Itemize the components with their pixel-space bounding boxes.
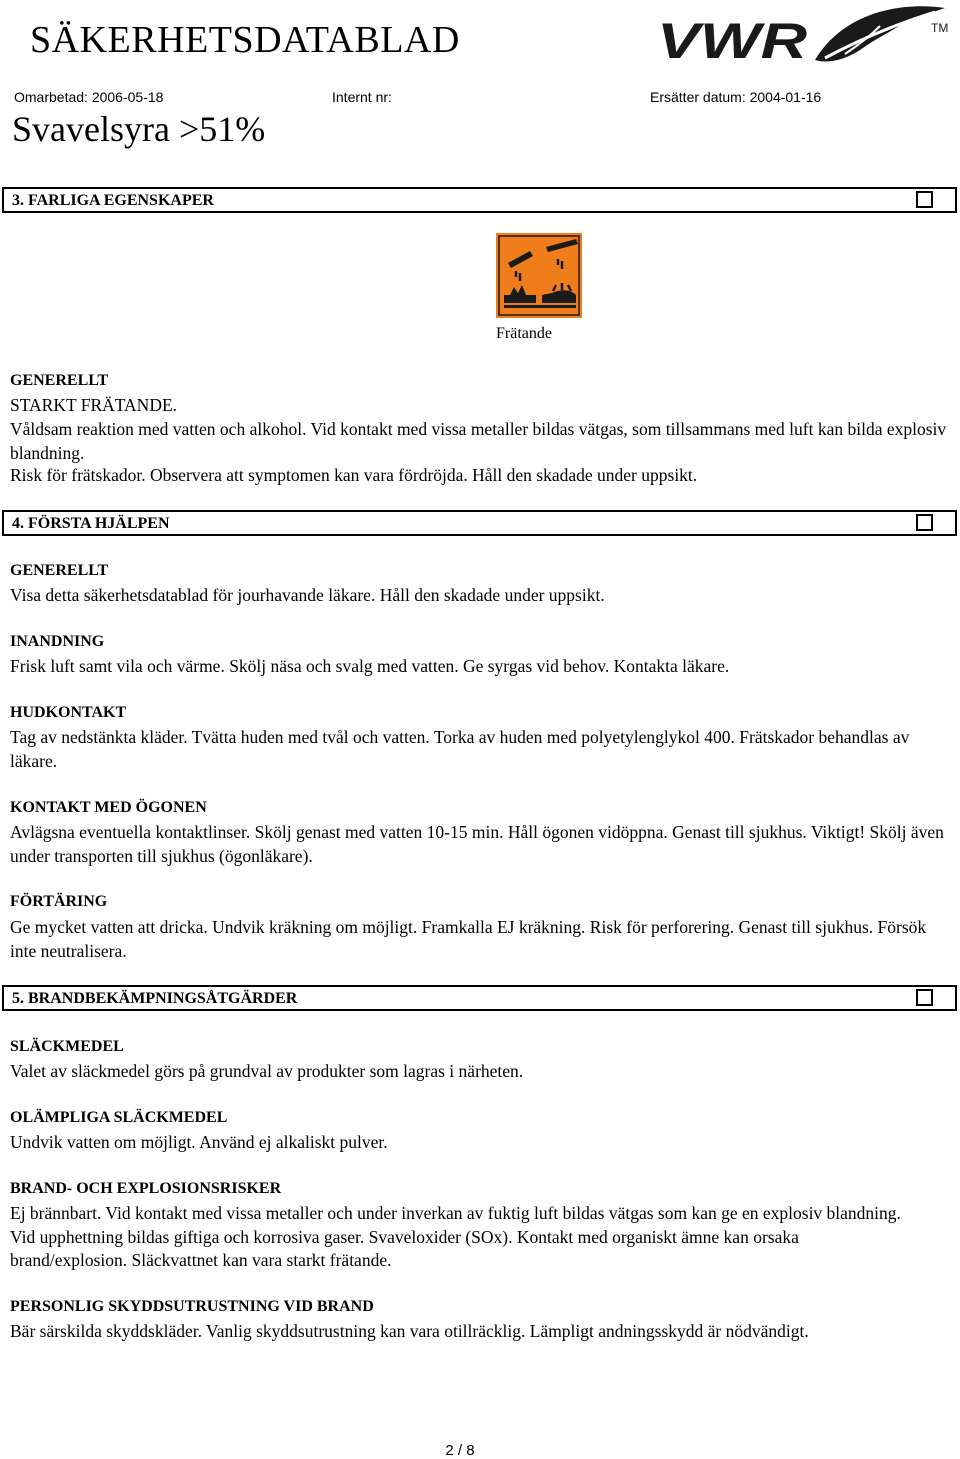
first-aid-text: Tag av nedstänkta kläder. Tvätta huden med tvål och vatten. Torka av huden med polyetylenglykol 400. Frätskador behandlas av läkare. bbox=[10, 727, 910, 771]
section-3-general-line: Våldsam reaktion med vatten och alkohol. Vid kontakt med vissa metaller bildas vätgas, som tillsammans med luft kan bilda explosiv blandning. bbox=[10, 419, 947, 463]
page-number: 2 / 8 bbox=[445, 1442, 475, 1459]
first-aid-heading: FÖRTÄRING bbox=[10, 893, 108, 910]
revised-date: Omarbetad: 2006-05-18 bbox=[14, 89, 164, 105]
section-5-title: 5. BRANDBEKÄMPNINGSÅTGÄRDER bbox=[12, 990, 298, 1007]
vwr-logo bbox=[655, 2, 955, 72]
logo-trademark: TM bbox=[931, 21, 949, 35]
fire-fighting-heading: OLÄMPLIGA SLÄCKMEDEL bbox=[10, 1109, 228, 1126]
replaces-date: Ersätter datum: 2004-01-16 bbox=[650, 89, 822, 105]
section-3-general-heading: GENERELLT bbox=[10, 372, 109, 389]
fire-fighting-heading: BRAND- OCH EXPLOSIONSRISKER bbox=[10, 1180, 282, 1197]
fire-fighting-text: Valet av släckmedel görs på grundval av produkter som lagras i närheten. bbox=[10, 1061, 524, 1081]
internal-number: Internt nr: bbox=[332, 89, 392, 105]
logo-text: VWR bbox=[657, 13, 807, 69]
section-4-title: 4. FÖRSTA HJÄLPEN bbox=[12, 515, 170, 532]
leaf-logo-icon bbox=[815, 6, 945, 61]
document-title: SÄKERHETSDATABLAD bbox=[30, 19, 460, 61]
section-4-checkbox[interactable] bbox=[916, 514, 933, 531]
first-aid-heading: HUDKONTAKT bbox=[10, 704, 127, 721]
hazard-label: Frätande bbox=[496, 325, 552, 342]
fire-fighting-heading: SLÄCKMEDEL bbox=[10, 1038, 124, 1055]
section-3-title: 3. FARLIGA EGENSKAPER bbox=[12, 192, 214, 209]
fire-fighting-heading: PERSONLIG SKYDDSUTRUSTNING VID BRAND bbox=[10, 1298, 374, 1315]
first-aid-text: Visa detta säkerhetsdatablad för jourhavande läkare. Håll den skadade under uppsikt. bbox=[10, 585, 605, 605]
section-5-header bbox=[2, 985, 957, 1011]
first-aid-heading: GENERELLT bbox=[10, 562, 109, 579]
fire-fighting-text: Ej brännbart. Vid kontakt med vissa metaller och under inverkan av fuktig luft bildas vätgas som kan ge en explosiv blandning. Vid upphettning bildas giftiga och korrosiva gaser. Svaveloxider (SOx). Kontakt med organiskt ämne kan orsaka brand/explosion. Släckvattnet kan vara starkt frätande. bbox=[10, 1203, 901, 1270]
first-aid-text: Ge mycket vatten att dricka. Undvik kräkning om möjligt. Framkalla EJ kräkning. Risk för perforering. Genast till sjukhus. Försök inte neutralisera. bbox=[10, 917, 927, 961]
first-aid-text: Frisk luft samt vila och värme. Skölj näsa och svalg med vatten. Ge syrgas vid behov. Kontakta läkare. bbox=[10, 656, 730, 676]
corrosive-hazard-icon bbox=[496, 233, 582, 318]
product-name: Svavelsyra >51% bbox=[12, 109, 266, 149]
first-aid-heading: INANDNING bbox=[10, 633, 105, 650]
section-3-general-line: STARKT FRÄTANDE. bbox=[10, 395, 178, 415]
fire-fighting-text: Bär särskilda skyddskläder. Vanlig skyddsutrustning kan vara otillräcklig. Lämpligt andningsskydd är nödvändigt. bbox=[10, 1321, 809, 1341]
section-3-general-line: Risk för frätskador. Observera att symptomen kan vara fördröjda. Håll den skadade under uppsikt. bbox=[10, 465, 698, 485]
first-aid-text: Avlägsna eventuella kontaktlinser. Skölj genast med vatten 10-15 min. Håll ögonen vidöppna. Genast till sjukhus. Viktigt! Skölj även under transporten till sjukhus (ögonläkare). bbox=[10, 822, 944, 866]
section-3-header bbox=[2, 187, 957, 213]
section-3-checkbox[interactable] bbox=[916, 191, 933, 208]
section-4-header bbox=[2, 510, 957, 536]
fire-fighting-text: Undvik vatten om möjligt. Använd ej alkaliskt pulver. bbox=[10, 1132, 388, 1152]
section-5-checkbox[interactable] bbox=[916, 989, 933, 1006]
first-aid-heading: KONTAKT MED ÖGONEN bbox=[10, 799, 207, 816]
